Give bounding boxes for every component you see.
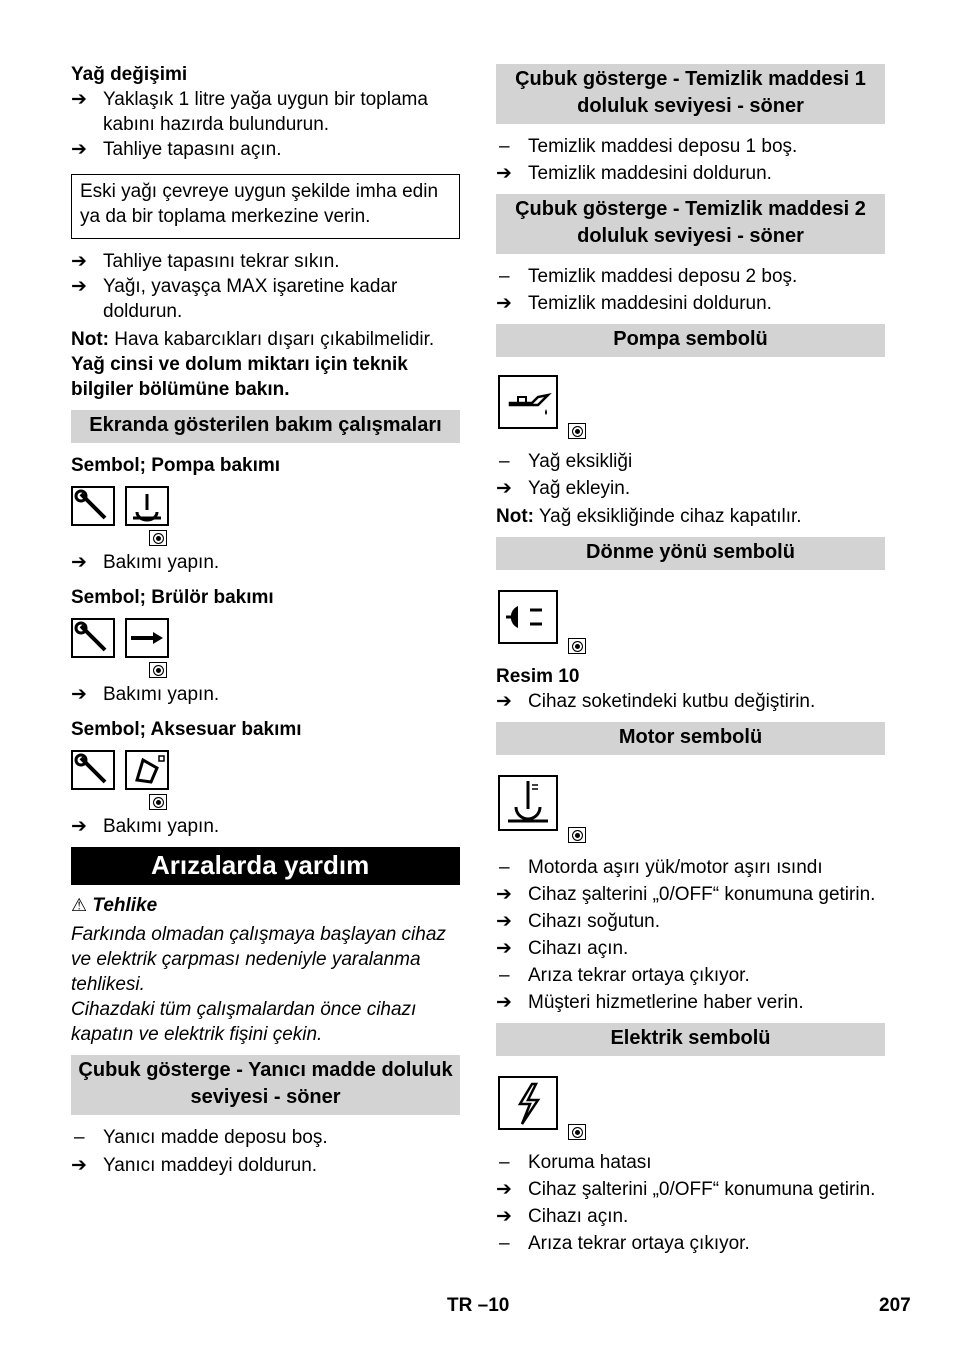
list-item: – Arıza tekrar ortaya çıkıyor. bbox=[496, 963, 885, 988]
list-item: ➔ Temizlik maddesini doldurun. bbox=[496, 163, 772, 184]
arrow-icon: ➔ bbox=[71, 276, 87, 297]
note-box: Eski yağı çevreye uygun şekilde imha edin ya da bir toplama merkezine verin. bbox=[71, 174, 460, 239]
arrow-icon: ➔ bbox=[496, 1179, 512, 1200]
list-item: ➔ Bakımı yapın. bbox=[71, 684, 220, 705]
arrow-icon: ➔ bbox=[71, 816, 87, 837]
arrow-icon: ➔ bbox=[496, 478, 512, 499]
accessory-maintenance-title: Sembol; Aksesuar bakımı bbox=[71, 719, 302, 740]
arrow-icon: ➔ bbox=[496, 938, 512, 959]
danger-label: ⚠ Tehlike bbox=[71, 895, 158, 916]
indicator-icon bbox=[149, 530, 167, 546]
bold-info: Yağ cinsi ve dolum miktarı için teknik bilgiler bölümüne bakın. bbox=[71, 354, 408, 400]
dash-marker: – bbox=[499, 451, 510, 472]
arrow-icon: ➔ bbox=[496, 1206, 512, 1227]
pump-maintenance-title: Sembol; Pompa bakımı bbox=[71, 455, 281, 476]
arrow-icon: ➔ bbox=[71, 684, 87, 705]
burner-icon bbox=[125, 618, 169, 658]
list-item: ➔ Cihaz şalterini „0/OFF“ konumuna getirin. bbox=[496, 1179, 876, 1200]
rotation-symbol-row bbox=[496, 590, 885, 660]
section-maintenance: Ekranda gösterilen bakım çalışmaları bbox=[71, 410, 460, 443]
burner-maintenance-title: Sembol; Brülör bakımı bbox=[71, 587, 274, 608]
arrow-icon: ➔ bbox=[496, 163, 512, 184]
list-item: ➔ Yanıcı maddeyi doldurun. bbox=[71, 1155, 318, 1176]
list-item: – Koruma hatası bbox=[496, 1150, 885, 1175]
wrench-icon bbox=[71, 750, 115, 790]
list-item: – Arıza tekrar ortaya çıkıyor. bbox=[496, 1231, 885, 1256]
list-item: ➔ Tahliye tapasını açın. bbox=[71, 139, 282, 160]
list-item: – Temizlik maddesi deposu 1 boş. bbox=[496, 134, 885, 159]
accessory-icon bbox=[125, 750, 169, 790]
list-item: – Temizlik maddesi deposu 2 boş. bbox=[496, 264, 885, 289]
dash-marker: – bbox=[499, 1233, 510, 1254]
section-electric-symbol: Elektrik sembolü bbox=[496, 1023, 885, 1056]
arrow-icon: ➔ bbox=[71, 139, 87, 160]
section-pump-symbol: Pompa sembolü bbox=[496, 324, 885, 357]
left-column bbox=[71, 62, 460, 1178]
list-item: ➔ Tahliye tapasını tekrar sıkın. bbox=[71, 251, 340, 272]
list-item: ➔ Cihaz şalterini „0/OFF“ konumuna getirin. bbox=[496, 884, 876, 905]
lightning-icon bbox=[498, 1076, 558, 1130]
list-item: – Yanıcı madde deposu boş. bbox=[71, 1125, 460, 1150]
list-item: – Motorda aşırı yük/motor aşırı ısındı bbox=[496, 855, 885, 880]
note: Not: Hava kabarcıkları dışarı çıkabilmelidir. bbox=[71, 329, 435, 350]
indicator-icon bbox=[568, 638, 586, 654]
electric-symbol-row bbox=[496, 1076, 885, 1146]
arrow-icon: ➔ bbox=[71, 1155, 87, 1176]
motor-list bbox=[496, 855, 885, 1015]
wrench-icon bbox=[71, 486, 115, 526]
danger-text: Cihazdaki tüm çalışmalardan önce cihazı kapatın ve elektrik fişini çekin. bbox=[71, 999, 417, 1045]
arrow-icon: ➔ bbox=[496, 911, 512, 932]
indicator-icon bbox=[149, 794, 167, 810]
arrow-icon: ➔ bbox=[496, 293, 512, 314]
indicator-icon bbox=[568, 423, 586, 439]
dash-marker: – bbox=[74, 1127, 85, 1148]
warning-icon: ⚠ bbox=[71, 895, 88, 915]
wrench-icon bbox=[71, 618, 115, 658]
list-item: ➔ Yağı, yavaşça MAX işaretine kadar doldurun. bbox=[71, 276, 398, 322]
list-item: ➔ Bakımı yapın. bbox=[71, 552, 220, 573]
indicator-icon bbox=[149, 662, 167, 678]
burner-maintenance-symbols bbox=[71, 618, 460, 678]
list-item: ➔ Cihazı açın. bbox=[496, 938, 629, 959]
oil-can-icon bbox=[498, 375, 558, 429]
list-item: ➔ Müşteri hizmetlerine haber verin. bbox=[496, 992, 804, 1013]
arrow-icon: ➔ bbox=[71, 251, 87, 272]
accessory-maintenance-symbols bbox=[71, 750, 460, 810]
indicator-icon bbox=[568, 827, 586, 843]
arrow-icon: ➔ bbox=[496, 691, 512, 712]
page-number: 207 bbox=[879, 1295, 911, 1316]
list-item: ➔ Cihaz soketindeki kutbu değiştirin. bbox=[496, 691, 816, 712]
arrow-icon: ➔ bbox=[496, 884, 512, 905]
motor-symbol-row bbox=[496, 775, 885, 851]
arrow-icon: ➔ bbox=[496, 992, 512, 1013]
list-item: ➔ Temizlik maddesini doldurun. bbox=[496, 293, 772, 314]
danger-text: Farkında olmadan çalışmaya başlayan cihaz ve elektrik çarpması nedeniyle yaralanma tehlikesi. bbox=[71, 924, 446, 995]
motor-temperature-icon bbox=[498, 775, 558, 831]
section-rotation-symbol: Dönme yönü sembolü bbox=[496, 537, 885, 570]
dash-marker: – bbox=[499, 266, 510, 287]
oil-change-title: Yağ değişimi bbox=[71, 64, 188, 85]
dash-marker: – bbox=[499, 136, 510, 157]
list-item: ➔ Cihazı soğutun. bbox=[496, 911, 661, 932]
dash-marker: – bbox=[499, 965, 510, 986]
list-item: – Yağ eksikliği bbox=[496, 449, 885, 474]
arrow-icon: ➔ bbox=[71, 89, 87, 110]
dash-marker: – bbox=[499, 857, 510, 878]
section-fuel: Çubuk gösterge - Yanıcı madde doluluk seviyesi - söner bbox=[71, 1055, 460, 1115]
list-item: ➔ Yağ ekleyin. bbox=[496, 478, 631, 499]
list-item: ➔ Yaklaşık 1 litre yağa uygun bir toplama kabını hazırda bulundurun. bbox=[71, 89, 428, 135]
arrow-icon: ➔ bbox=[71, 552, 87, 573]
pump-symbol-row bbox=[496, 375, 885, 445]
pump-icon bbox=[125, 486, 169, 526]
list-item: ➔ Cihazı açın. bbox=[496, 1206, 629, 1227]
help-heading: Arızalarda yardım bbox=[71, 847, 460, 885]
list-item: ➔ Bakımı yapın. bbox=[71, 816, 220, 837]
section-motor-symbol: Motor sembolü bbox=[496, 722, 885, 755]
indicator-icon bbox=[568, 1124, 586, 1140]
right-column bbox=[496, 62, 885, 1256]
section-cleaning-1: Çubuk gösterge - Temizlik maddesi 1 doluluk seviyesi - söner bbox=[496, 64, 885, 124]
section-cleaning-2: Çubuk gösterge - Temizlik maddesi 2 doluluk seviyesi - söner bbox=[496, 194, 885, 254]
dash-marker: – bbox=[499, 1152, 510, 1173]
footer-section-label: TR –10 bbox=[447, 1295, 510, 1316]
rotation-direction-icon bbox=[498, 590, 558, 644]
figure-label: Resim 10 bbox=[496, 666, 580, 687]
pump-note: Not: Yağ eksikliğinde cihaz kapatılır. bbox=[496, 506, 802, 527]
pump-maintenance-symbols bbox=[71, 486, 460, 546]
